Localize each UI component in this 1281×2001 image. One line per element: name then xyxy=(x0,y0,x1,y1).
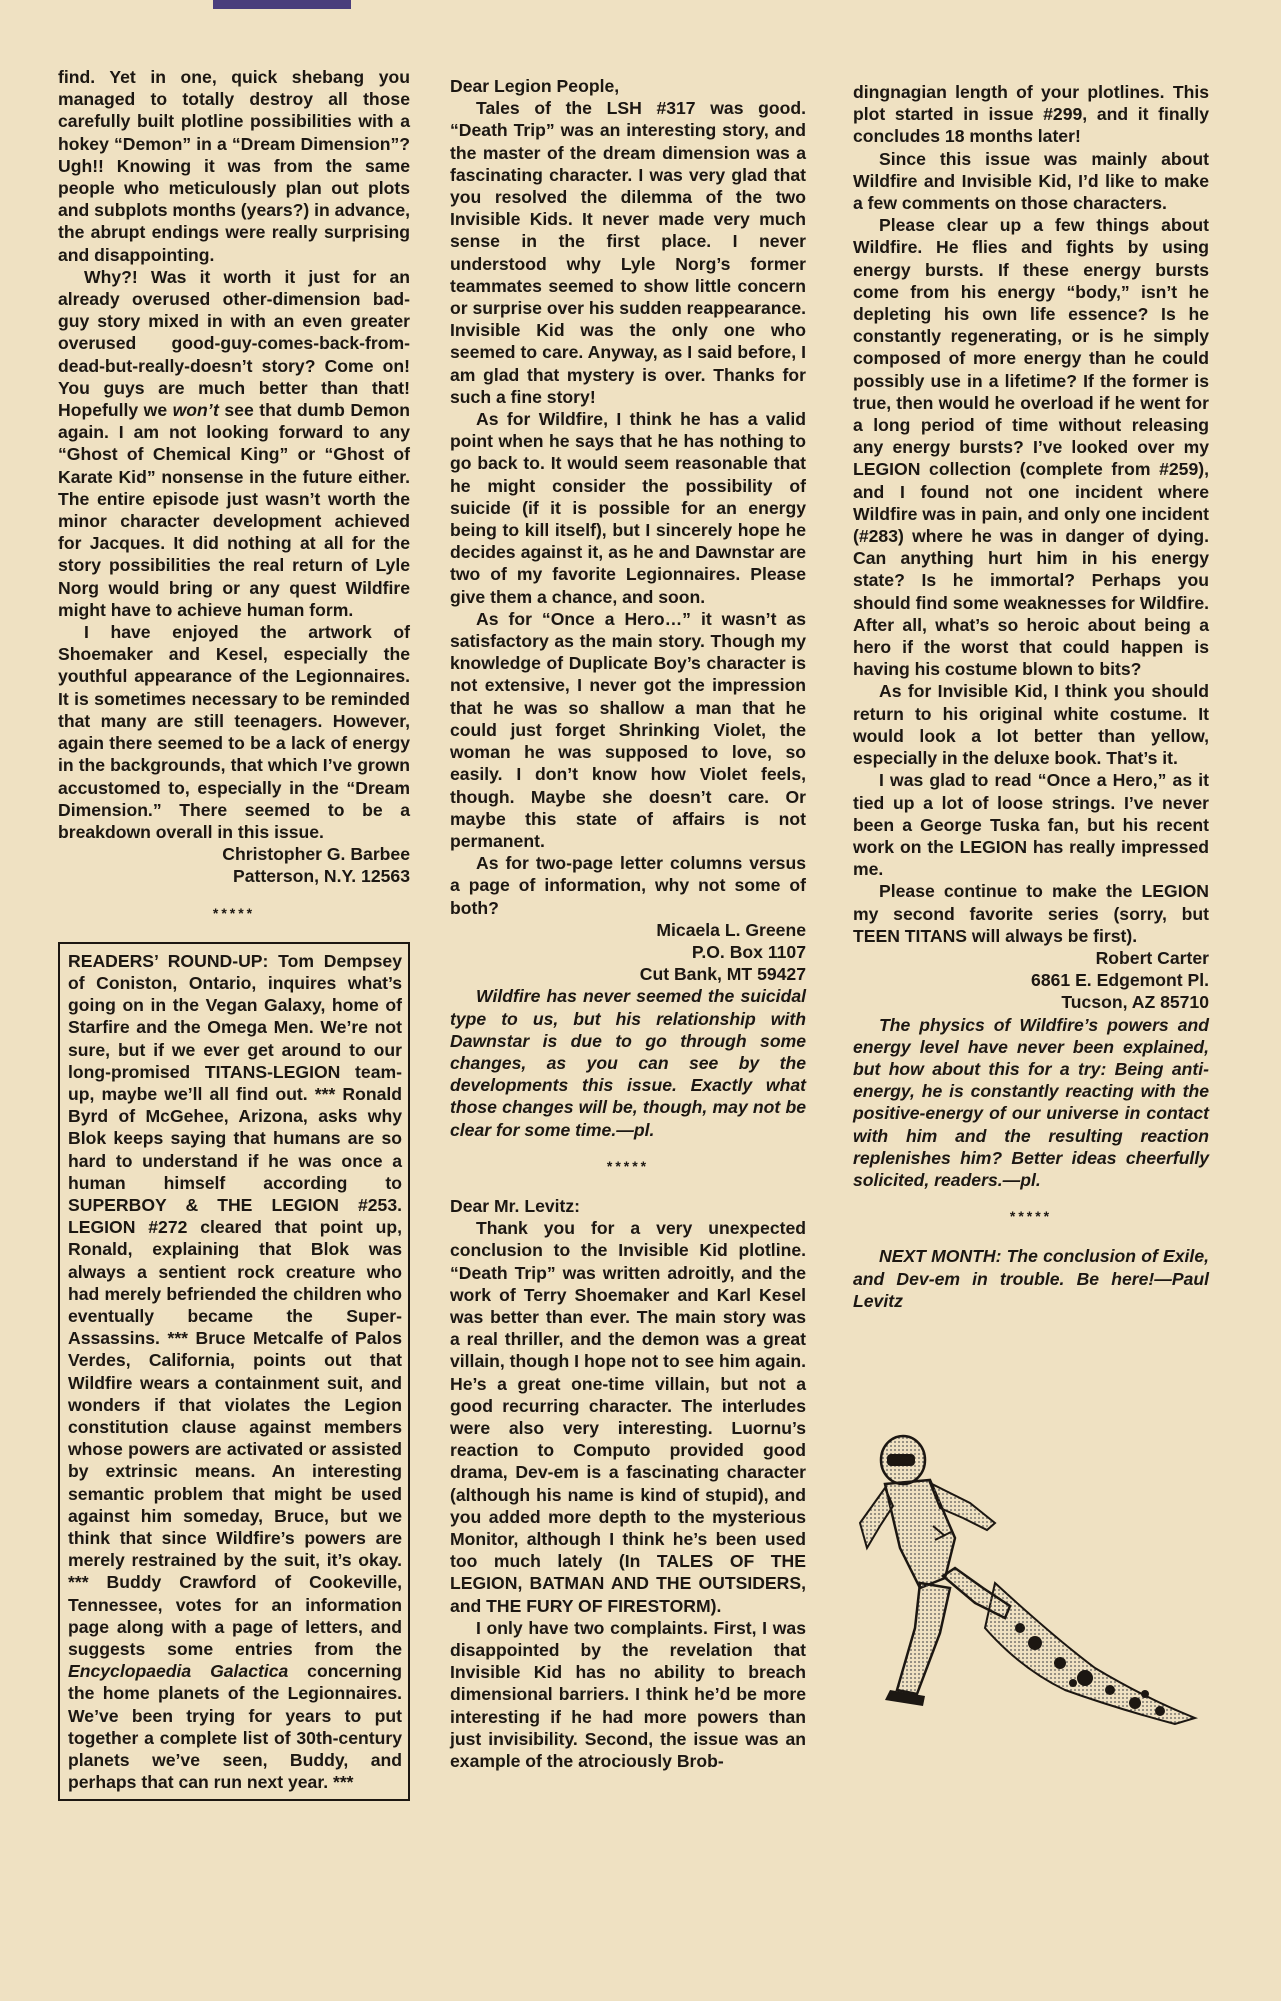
paragraph: I only have two complaints. First, I was disappointed by the revelation that Invisible Kid has no ability to breach dimensional barriers. I think he’d be more interesting if he had more powers than just invisibility. Second, the issue was an example of the atrociously Brob- xyxy=(450,1617,806,1772)
paragraph: find. Yet in one, quick shebang you managed to totally destroy all those carefully built plotline possibilities with a hokey “Demon” in a “Dream Dimension”? Ugh!! Knowing it was from the same people who meticulously plan out plots and subplots months (years?) in advance, the abrupt endings were really surprising and disappointing. xyxy=(58,67,410,265)
signature-city: Tucson, AZ 85710 xyxy=(1061,992,1209,1013)
roundup-text: READERS’ ROUND-UP: Tom Dempsey of Coniston, Ontario, inquires what’s going on in the Vegan Galaxy, home of Starfire and the Omega Men. We’re not sure, but if we ever get around to our long-promised TITANS-LEGION team-up, maybe we’ll all find out. *** Ronald Byrd of McGehee, Arizona, asks why Blok keeps saying that humans are so hard to understand if he was once a human himself according to SUPERBOY & THE LEGION #253. LEGION #272 cleared that point up, Ronald, explaining that Blok was always a sentient rock creature who had merely befriended the children who eventually became the Super-Assassins. *** Bruce Metcalfe of Palos Verdes, California, points out that Wildfire wears a containment suit, and wonders if that violates the Legion constitution clause against members whose powers are activated or assisted by extrinsic means. An interesting semantic problem that might be used against him someday, Bruce, but we think that since Wildfire’s powers are merely restrained by the suit, it’s okay. *** Buddy Crawford of Cookeville, Tennessee, votes for an information page along with a page of letters, and suggests some entries from the Encyclopaedia Galactica concerning the home planets of the Legionnaires. We’ve been trying for years to put together a complete list of 30th-century planets we’ve seen, Buddy, and perhaps that can run next year. *** xyxy=(68,950,402,1793)
signature-address: Patterson, N.Y. 12563 xyxy=(232,866,410,887)
paragraph: Since this issue was mainly about Wildfire and Invisible Kid, I’d like to make a few comments on those characters. xyxy=(853,148,1209,214)
editor-reply: The physics of Wildfire’s powers and energy level have never been explained, but how about this for a try: Being anti-energy, he is constantly reacting with the positive-energy of our universe in contact with him and the resulting reaction replenishes him? Better ideas cheerfully solicited, readers.—pl. xyxy=(853,1014,1209,1190)
column-left xyxy=(58,66,410,1801)
salutation: Dear Mr. Levitz: xyxy=(450,1195,581,1216)
paragraph: As for “Once a Hero…” it wasn’t as satisfactory as the main story. Though my knowledge of Duplicate Boy’s character is not extensive, I never got the impression that he was so shallow a man that he could just forget Shrinking Violet, the woman he was supposed to love, so easily. I don’t know how Violet feels, though. Maybe she doesn’t care. Or maybe this state of affairs is not permanent. xyxy=(450,608,806,851)
signature-name: Christopher G. Barbee xyxy=(222,844,410,865)
paragraph: Tales of the LSH #317 was good. “Death Trip” was an interesting story, and the master of the dream dimension was a fascinating character. I was very glad that you resolved the dilemma of the two Invisible Kids. It never made very much sense in the first place. I never understood why Lyle Norg’s former teammates seemed to show little concern or surprise over his sudden reappearance. Invisible Kid was the only one who seemed to care. Anyway, as I said before, I am glad that mystery is over. Thanks for such a fine story! xyxy=(450,98,806,407)
paragraph: Please continue to make the LEGION my second favorite series (sorry, but TEEN TITANS will always be first). xyxy=(853,881,1209,946)
paragraph: I was glad to read “Once a Hero,” as it tied up a lot of loose strings. I’ve never been a George Tuska fan, but his recent work on the LEGION has really impressed me. xyxy=(853,770,1209,880)
paragraph: As for two-page letter columns versus a page of information, why not some of both? xyxy=(450,853,806,918)
salutation: Dear Legion People, xyxy=(450,76,620,96)
paragraph: I have enjoyed the artwork of Shoemaker and Kesel, especially the youthful appearance of the Legionnaires. It is sometimes necessary to be reminded that many are still teenagers. However, again there seemed to be a lack of energy in the backgrounds, that which I’ve grown accustomed to, especially in the “Dream Dimension.” There seemed to be a breakdown overall in this issue. xyxy=(58,622,410,842)
column-middle xyxy=(450,75,806,1772)
paragraph: Thank you for a very unexpected conclusion to the Invisible Kid plotline. “Death Trip” was written adroitly, and the work of Terry Shoemaker and Karl Kesel was better than ever. The main story was a real thriller, and the demon was a great villain, though I hope not to see him again. He’s a great one-time villain, but not a good recurring character. The interludes were also very interesting. Luornu’s reaction to Computo provided good drama, Dev-em is a fascinating character (although his name is kind of stupid), and you added more depth to the mysterious Monitor, although I think he’s been used too much lately (In TALES OF THE LEGION, BATMAN AND THE OUTSIDERS, and THE FURY OF FIRESTORM). xyxy=(450,1218,806,1616)
paragraph: dingnagian length of your plotlines. This plot started in issue #299, and it finally concludes 18 months later! xyxy=(853,82,1209,147)
separator-stars: ***** xyxy=(1009,1208,1053,1225)
readers-roundup-box xyxy=(58,942,410,1802)
separator-stars: ***** xyxy=(212,904,256,921)
signature-address: 6861 E. Edgemont Pl. xyxy=(1031,970,1209,991)
column-right xyxy=(853,81,1209,1312)
separator-stars: ***** xyxy=(606,1157,650,1174)
paragraph: As for Invisible Kid, I think you should return to his original white costume. It would look a lot better than yellow, especially in the deluxe book. That’s it. xyxy=(853,681,1209,769)
signature-city: Cut Bank, MT 59427 xyxy=(639,964,806,985)
paragraph: Please clear up a few things about Wildfire. He flies and fights by using energy bursts. If these energy bursts come from his energy “body,” isn’t he depleting his own life essence? Is he constantly regenerating, or is he simply composed of more energy than he could possibly use in a lifetime? If the former is true, then would he overload if he went for a long period of time without releasing any energy bursts? I’ve looked over my LEGION collection (complete from #259), and I found not one incident where Wildfire was in pain, and only one incident (#283) where he was in danger of dying. Can anything hurt him in his energy state? Is he immortal? Perhaps you should find some weaknesses for Wildfire. After all, what’s so heroic about being a hero if the worst that could happen is having his costume blown to bits? xyxy=(853,215,1209,680)
signature-address: P.O. Box 1107 xyxy=(691,941,806,962)
top-tab xyxy=(213,0,351,9)
signature-name: Robert Carter xyxy=(1095,947,1209,968)
signature-name: Micaela L. Greene xyxy=(656,919,806,940)
paragraph: Why?! Was it worth it just for an already overused other-dimension bad-guy story mixed in with an even greater overused good-guy-comes-back-from-dead-but-really-doesn’t story? Come on! You guys are much better than that! Hopefully we won’t see that dumb Demon again. I am not looking forward to any “Ghost of Chemical King” or “Ghost of Karate Kid” nonsense in the future either. The entire episode just wasn’t worth the minor character development achieved for Jacques. It did nothing at all for the story possibilities the real return of Lyle Norg would bring or any quest Wildfire might have to achieve human form. xyxy=(58,266,410,620)
editor-reply: Wildfire has never seemed the suicidal type to us, but his relationship with Dawnstar is due to go through some changes, as you can see by the developments this issue. Exactly what those changes will be, though, may not be clear for some time.—pl. xyxy=(450,986,806,1140)
paragraph: As for Wildfire, I think he has a valid point when he says that he has nothing to go back to. It would seem reasonable that he might consider the possibility of suicide (if it is possible for an energy being to kill itself), but I sincerely hope he decides against it, as he and Dawnstar are two of my favorite Legionnaires. Please give them a chance, and soon. xyxy=(450,409,806,607)
wildfire-illustration xyxy=(845,1428,1205,1728)
next-month-note: NEXT MONTH: The conclusion of Exile, and Dev-em in trouble. Be here!—Paul Levitz xyxy=(853,1246,1209,1311)
